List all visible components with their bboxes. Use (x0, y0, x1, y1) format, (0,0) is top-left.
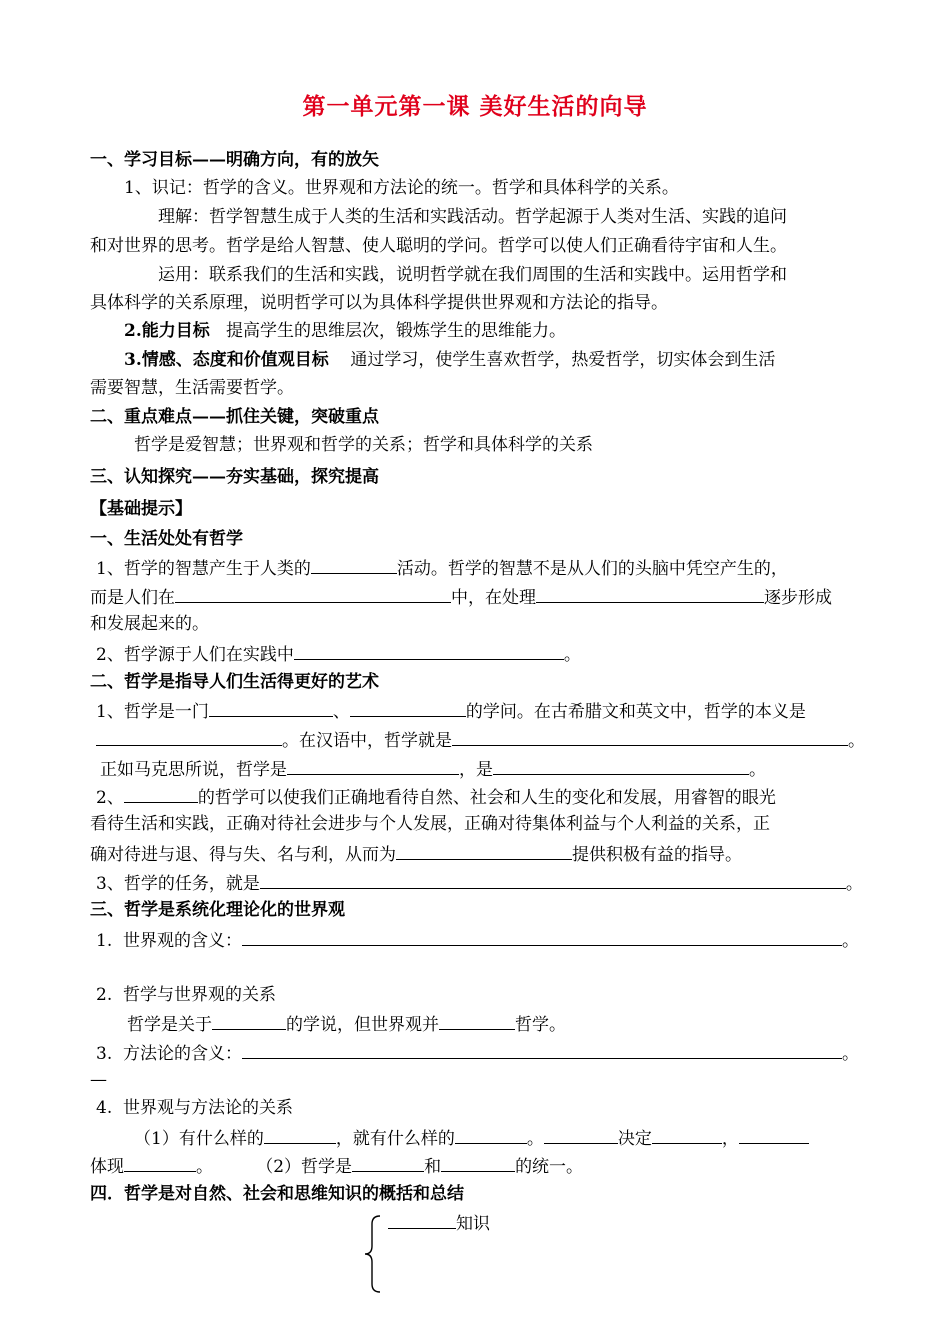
p1-line-3: 和发展起来的。 (90, 614, 209, 634)
p3-line-6 (96, 1096, 293, 1122)
goal-line-5: 具体科学的关系原理，说明哲学可以为具体科学提供世界观和方法论的指导。 (90, 293, 668, 313)
basic-hint-label: 【基础提示】 (90, 499, 192, 519)
p3-text-3a: 哲学是关于 (127, 1015, 212, 1035)
p3-line-7 (134, 1125, 809, 1151)
p2-text-3c: 。 (749, 760, 766, 780)
fill-blank[interactable] (452, 727, 848, 746)
fill-blank[interactable] (388, 1210, 456, 1229)
p2-text-6b: 提供积极有益的指导。 (572, 845, 742, 865)
p2-line-6 (90, 841, 742, 867)
p2-text-7b: 。 (845, 874, 863, 894)
p3-text-8a: 体现 (90, 1157, 124, 1177)
goal-line-3: 和对世界的思考。哲学是给人智慧、使人聪明的学问。哲学可以使人们正确看待宇宙和人生。 (90, 236, 787, 256)
fill-blank[interactable] (124, 784, 198, 803)
ability-goal-label: 2.能力目标 (124, 321, 210, 341)
p3-text-4c: 。 (842, 1044, 860, 1064)
knowledge-label: 知识 (456, 1214, 490, 1234)
p2-text-2b: 。 (848, 731, 865, 751)
fill-blank[interactable] (260, 870, 846, 889)
p2-text-1c: 的学问。在古希腊文和英文中，哲学的本义是 (465, 702, 806, 722)
fill-blank[interactable] (212, 1011, 286, 1030)
p1-text-4b: 。 (563, 645, 581, 665)
p3-text-7c: 。 (526, 1129, 544, 1149)
part-heading-knowledge: 四．哲学是对自然、社会和思维知识的概括和总结 (90, 1184, 464, 1204)
fill-blank[interactable] (652, 1125, 722, 1144)
emotion-goal-label: 3.情感、态度和价值观目标 (124, 350, 329, 370)
p3-line-4 (96, 1040, 859, 1066)
p1-line-1 (96, 555, 788, 581)
p2-line-3 (100, 756, 766, 782)
fill-blank[interactable] (311, 555, 397, 574)
p3-text-8c: （2）哲学是 (256, 1157, 353, 1177)
goal-line-7 (124, 348, 775, 374)
fill-blank[interactable] (294, 641, 564, 660)
emotion-goal-text: 通过学习，使学生喜欢哲学，热爱哲学，切实体会到生活 (350, 350, 776, 370)
knowledge-line (388, 1210, 490, 1236)
p3-text-8b: 。 (196, 1157, 213, 1177)
fill-blank[interactable] (544, 1125, 618, 1144)
goal-line-4: 运用：联系我们的生活和实践，说明哲学就在我们周围的生活和实践中。运用哲学和 (158, 265, 787, 285)
p2-text-2a: 。在汉语中，哲学就是 (282, 731, 452, 751)
section-heading-goals: 一、学习目标——明确方向，有的放矢 (90, 150, 379, 170)
p2-line-5: 看待生活和实践，正确对待社会进步与个人发展，正确对待集体利益与个人利益的关系，正 (90, 814, 770, 834)
fill-blank[interactable] (352, 1153, 424, 1172)
p2-text-1a: 1、哲学是一门 (96, 702, 209, 722)
p3-text-6b: 世界观与方法论的关系 (123, 1098, 294, 1118)
p1-line-4 (96, 641, 581, 667)
fill-blank[interactable] (175, 584, 451, 603)
document-title: 第一单元第一课 美好生活的向导 (302, 93, 648, 120)
fill-blank[interactable] (242, 1040, 842, 1059)
fill-blank[interactable] (536, 584, 764, 603)
part-heading-art-of-living: 二、哲学是指导人们生活得更好的艺术 (90, 672, 379, 692)
p2-text-7a: 3、哲学的任务，就是 (96, 874, 260, 894)
p1-text-2b: 中，在处理 (451, 588, 536, 608)
p2-line-1 (96, 698, 806, 724)
p2-text-3a: 正如马克思所说，哲学是 (100, 760, 287, 780)
p1-text-2a: 而是人们在 (90, 588, 175, 608)
p3-num-2: 2. (96, 985, 113, 1005)
fill-blank[interactable] (493, 756, 749, 775)
p3-line-2 (96, 983, 276, 1009)
p3-num-3: 3. (96, 1044, 113, 1064)
p2-text-4a: 2、 (96, 788, 124, 808)
part-heading-life-philosophy: 一、生活处处有哲学 (90, 529, 243, 549)
goal-line-1: 1、识记：哲学的含义。世界观和方法论的统一。哲学和具体科学的关系。 (124, 178, 679, 198)
p1-text-1a: 1、哲学的智慧产生于人类的 (96, 559, 311, 579)
p3-text-7b: ，就有什么样的 (335, 1129, 455, 1149)
p2-line-2 (96, 727, 865, 753)
p1-line-2 (90, 584, 832, 610)
p1-text-1b: 活动。哲学的智慧不是从人们的头脑中凭空产生的， (396, 559, 788, 579)
section-heading-explore: 三、认知探究——夯实基础，探究提高 (90, 467, 379, 487)
p3-text-8e: 的统一。 (515, 1157, 584, 1177)
p3-dash: — (90, 1070, 107, 1090)
fill-blank[interactable] (455, 1125, 527, 1144)
fill-blank[interactable] (350, 698, 466, 717)
p3-text-4b: 方法论的含义： (123, 1044, 243, 1064)
p3-num-4: 4. (96, 1098, 113, 1118)
fill-blank[interactable] (287, 756, 459, 775)
p3-num-1: 1. (96, 931, 113, 951)
p3-text-3c: 哲学。 (515, 1015, 566, 1035)
fill-blank[interactable] (396, 841, 572, 860)
p3-text-7a: （1）有什么样的 (134, 1129, 264, 1149)
fill-blank[interactable] (439, 1011, 515, 1030)
fill-blank[interactable] (242, 927, 842, 946)
p1-text-4a: 2、哲学源于人们在实践中 (96, 645, 294, 665)
part-heading-worldview: 三、哲学是系统化理论化的世界观 (90, 900, 345, 920)
p2-line-7 (96, 870, 863, 896)
goal-line-2: 理解：哲学智慧生成于人类的生活和实践活动。哲学起源于人类对生活、实践的追问 (158, 207, 787, 227)
p2-text-1b: 、 (332, 702, 350, 722)
p3-text-7d: 决定 (617, 1129, 652, 1149)
p3-line-3 (127, 1011, 566, 1037)
p2-text-6a: 确对待进与退、得与失、名与利，从而为 (90, 845, 396, 865)
fill-blank[interactable] (441, 1153, 515, 1172)
p3-text-7e: ， (721, 1129, 739, 1149)
p3-line-8 (90, 1153, 583, 1179)
p3-text-3b: 的学说，但世界观并 (286, 1015, 439, 1035)
p2-text-3b: ，是 (459, 760, 493, 780)
p3-text-1b: 世界观的含义： (123, 931, 243, 951)
ability-goal-text: 提高学生的思维层次，锻炼学生的思维能力。 (225, 321, 566, 341)
goal-line-8: 需要智慧，生活需要哲学。 (90, 378, 294, 398)
p3-line-1 (96, 927, 859, 953)
p3-text-8d: 和 (424, 1157, 442, 1177)
p3-text-1c: 。 (842, 931, 860, 951)
fill-blank[interactable] (96, 727, 282, 746)
p2-line-4 (96, 784, 776, 810)
curly-brace-icon (362, 1214, 384, 1294)
p2-text-4b: 的哲学可以使我们正确地看待自然、社会和人生的变化和发展，用睿智的眼光 (197, 788, 776, 808)
goal-line-6 (124, 319, 566, 345)
section-heading-key-points: 二、重点难点——抓住关键，突破重点 (90, 407, 379, 427)
p1-text-2c: 逐步形成 (764, 588, 832, 608)
p3-text-2b: 哲学与世界观的关系 (123, 985, 277, 1005)
fill-blank[interactable] (209, 698, 333, 717)
fill-blank[interactable] (264, 1125, 336, 1144)
key-points-text: 哲学是爱智慧；世界观和哲学的关系；哲学和具体科学的关系 (134, 435, 593, 455)
fill-blank[interactable] (739, 1125, 809, 1144)
fill-blank[interactable] (124, 1153, 196, 1172)
